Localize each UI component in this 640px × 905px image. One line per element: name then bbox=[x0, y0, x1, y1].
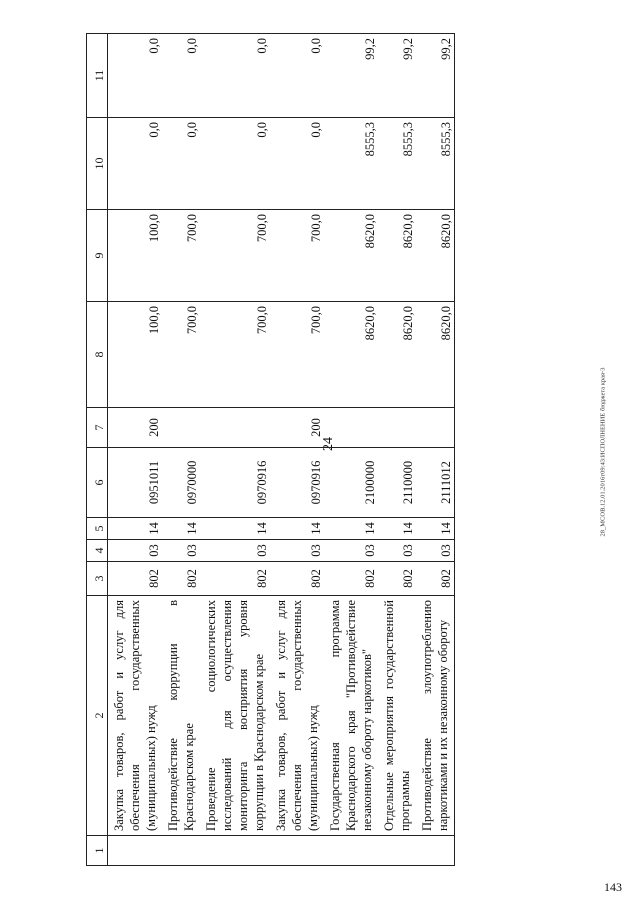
col-header-1: 1 bbox=[87, 836, 108, 866]
col-header-4: 4 bbox=[87, 540, 108, 562]
table-rotation-frame bbox=[86, 34, 546, 866]
cell-col1 bbox=[162, 836, 200, 866]
table-row bbox=[162, 34, 200, 866]
cell-c7 bbox=[378, 408, 416, 448]
side-footnote bbox=[596, 12, 610, 892]
cell-c7 bbox=[162, 408, 200, 448]
cell-col1 bbox=[324, 836, 378, 866]
cell-c4: 03 bbox=[270, 540, 324, 562]
table-header-row bbox=[87, 34, 108, 866]
cell-c5: 14 bbox=[416, 518, 455, 540]
cell-c10: 0,0 bbox=[270, 118, 324, 210]
col-header-6: 6 bbox=[87, 448, 108, 518]
cell-name: Противодействие злоупотреблению наркотиками и их незаконному обороту bbox=[416, 596, 455, 836]
budget-table bbox=[86, 33, 455, 866]
cell-c11: 0,0 bbox=[200, 34, 270, 118]
cell-c6: 2100000 bbox=[324, 448, 378, 518]
cell-c4: 03 bbox=[200, 540, 270, 562]
cell-c9: 700,0 bbox=[200, 210, 270, 302]
cell-c10: 8555,3 bbox=[416, 118, 455, 210]
cell-name: Государственная программа Краснодарского края "Противодействие незаконному обороту наркотиков" bbox=[324, 596, 378, 836]
cell-c3: 802 bbox=[108, 562, 163, 596]
cell-c5: 14 bbox=[324, 518, 378, 540]
cell-c7: 200 bbox=[108, 408, 163, 448]
cell-col1 bbox=[200, 836, 270, 866]
rotated-table-container bbox=[86, 34, 546, 866]
cell-c10: 0,0 bbox=[162, 118, 200, 210]
cell-col1 bbox=[416, 836, 455, 866]
cell-name: Закупка товаров, работ и услуг для обеспечения государственных (муниципальных) нужд bbox=[270, 596, 324, 836]
cell-c9: 8620,0 bbox=[324, 210, 378, 302]
cell-col1 bbox=[108, 836, 163, 866]
cell-c9: 8620,0 bbox=[416, 210, 455, 302]
cell-name: Отдельные мероприятия государственной программы bbox=[378, 596, 416, 836]
cell-c4: 03 bbox=[324, 540, 378, 562]
cell-c7 bbox=[324, 408, 378, 448]
cell-c10: 8555,3 bbox=[324, 118, 378, 210]
cell-c7 bbox=[200, 408, 270, 448]
col-header-7: 7 bbox=[87, 408, 108, 448]
cell-c11: 99,2 bbox=[324, 34, 378, 118]
cell-c4: 03 bbox=[108, 540, 163, 562]
cell-c6: 0951011 bbox=[108, 448, 163, 518]
cell-c6: 0970000 bbox=[162, 448, 200, 518]
cell-c3: 802 bbox=[200, 562, 270, 596]
cell-c7: 200 bbox=[270, 408, 324, 448]
side-footnote-text: 28_МСОВ.12.01.2016т09:43:ИСПОЛНЕНИЕ бюджета края-3 bbox=[599, 367, 607, 537]
table-row bbox=[324, 34, 378, 866]
table-row bbox=[416, 34, 455, 866]
cell-c8: 8620,0 bbox=[378, 302, 416, 408]
footer-page-number: 143 bbox=[604, 880, 622, 894]
col-header-11: 11 bbox=[87, 34, 108, 118]
cell-col1 bbox=[378, 836, 416, 866]
cell-c11: 99,2 bbox=[378, 34, 416, 118]
cell-c6: 0970916 bbox=[270, 448, 324, 518]
cell-col1 bbox=[270, 836, 324, 866]
cell-c5: 14 bbox=[162, 518, 200, 540]
cell-c6: 0970916 bbox=[200, 448, 270, 518]
table-row bbox=[378, 34, 416, 866]
cell-c9: 700,0 bbox=[162, 210, 200, 302]
cell-c3: 802 bbox=[270, 562, 324, 596]
cell-c10: 8555,3 bbox=[378, 118, 416, 210]
cell-c8: 8620,0 bbox=[416, 302, 455, 408]
table-row bbox=[270, 34, 324, 866]
cell-c10: 0,0 bbox=[108, 118, 163, 210]
cell-c4: 03 bbox=[378, 540, 416, 562]
cell-c5: 14 bbox=[270, 518, 324, 540]
table-row bbox=[200, 34, 270, 866]
cell-c8: 8620,0 bbox=[324, 302, 378, 408]
cell-c4: 03 bbox=[162, 540, 200, 562]
cell-c3: 802 bbox=[162, 562, 200, 596]
col-header-8: 8 bbox=[87, 302, 108, 408]
cell-c3: 802 bbox=[378, 562, 416, 596]
cell-c8: 700,0 bbox=[270, 302, 324, 408]
cell-c11: 0,0 bbox=[108, 34, 163, 118]
col-header-5: 5 bbox=[87, 518, 108, 540]
cell-c11: 99,2 bbox=[416, 34, 455, 118]
cell-c8: 700,0 bbox=[162, 302, 200, 408]
page-number: 24 bbox=[321, 437, 336, 451]
col-header-2: 2 bbox=[87, 596, 108, 836]
cell-c10: 0,0 bbox=[200, 118, 270, 210]
table-row bbox=[108, 34, 163, 866]
cell-c4: 03 bbox=[416, 540, 455, 562]
cell-name: Противодействие коррупции в Краснодарском крае bbox=[162, 596, 200, 836]
cell-c11: 0,0 bbox=[270, 34, 324, 118]
col-header-3: 3 bbox=[87, 562, 108, 596]
cell-name: Закупка товаров, работ и услуг для обеспечения государственных (муниципальных) нужд bbox=[108, 596, 163, 836]
cell-c8: 100,0 bbox=[108, 302, 163, 408]
cell-c3: 802 bbox=[416, 562, 455, 596]
cell-c5: 14 bbox=[378, 518, 416, 540]
cell-name: Проведение социологических исследований для осуществления мониторинга восприятия уровня коррупции в Краснодарском крае bbox=[200, 596, 270, 836]
cell-c11: 0,0 bbox=[162, 34, 200, 118]
cell-c9: 700,0 bbox=[270, 210, 324, 302]
cell-c9: 100,0 bbox=[108, 210, 163, 302]
cell-c7 bbox=[416, 408, 455, 448]
col-header-10: 10 bbox=[87, 118, 108, 210]
cell-c5: 14 bbox=[200, 518, 270, 540]
cell-c5: 14 bbox=[108, 518, 163, 540]
cell-c8: 700,0 bbox=[200, 302, 270, 408]
cell-c3: 802 bbox=[324, 562, 378, 596]
cell-c9: 8620,0 bbox=[378, 210, 416, 302]
cell-c6: 2110000 bbox=[378, 448, 416, 518]
col-header-9: 9 bbox=[87, 210, 108, 302]
cell-c6: 2111012 bbox=[416, 448, 455, 518]
